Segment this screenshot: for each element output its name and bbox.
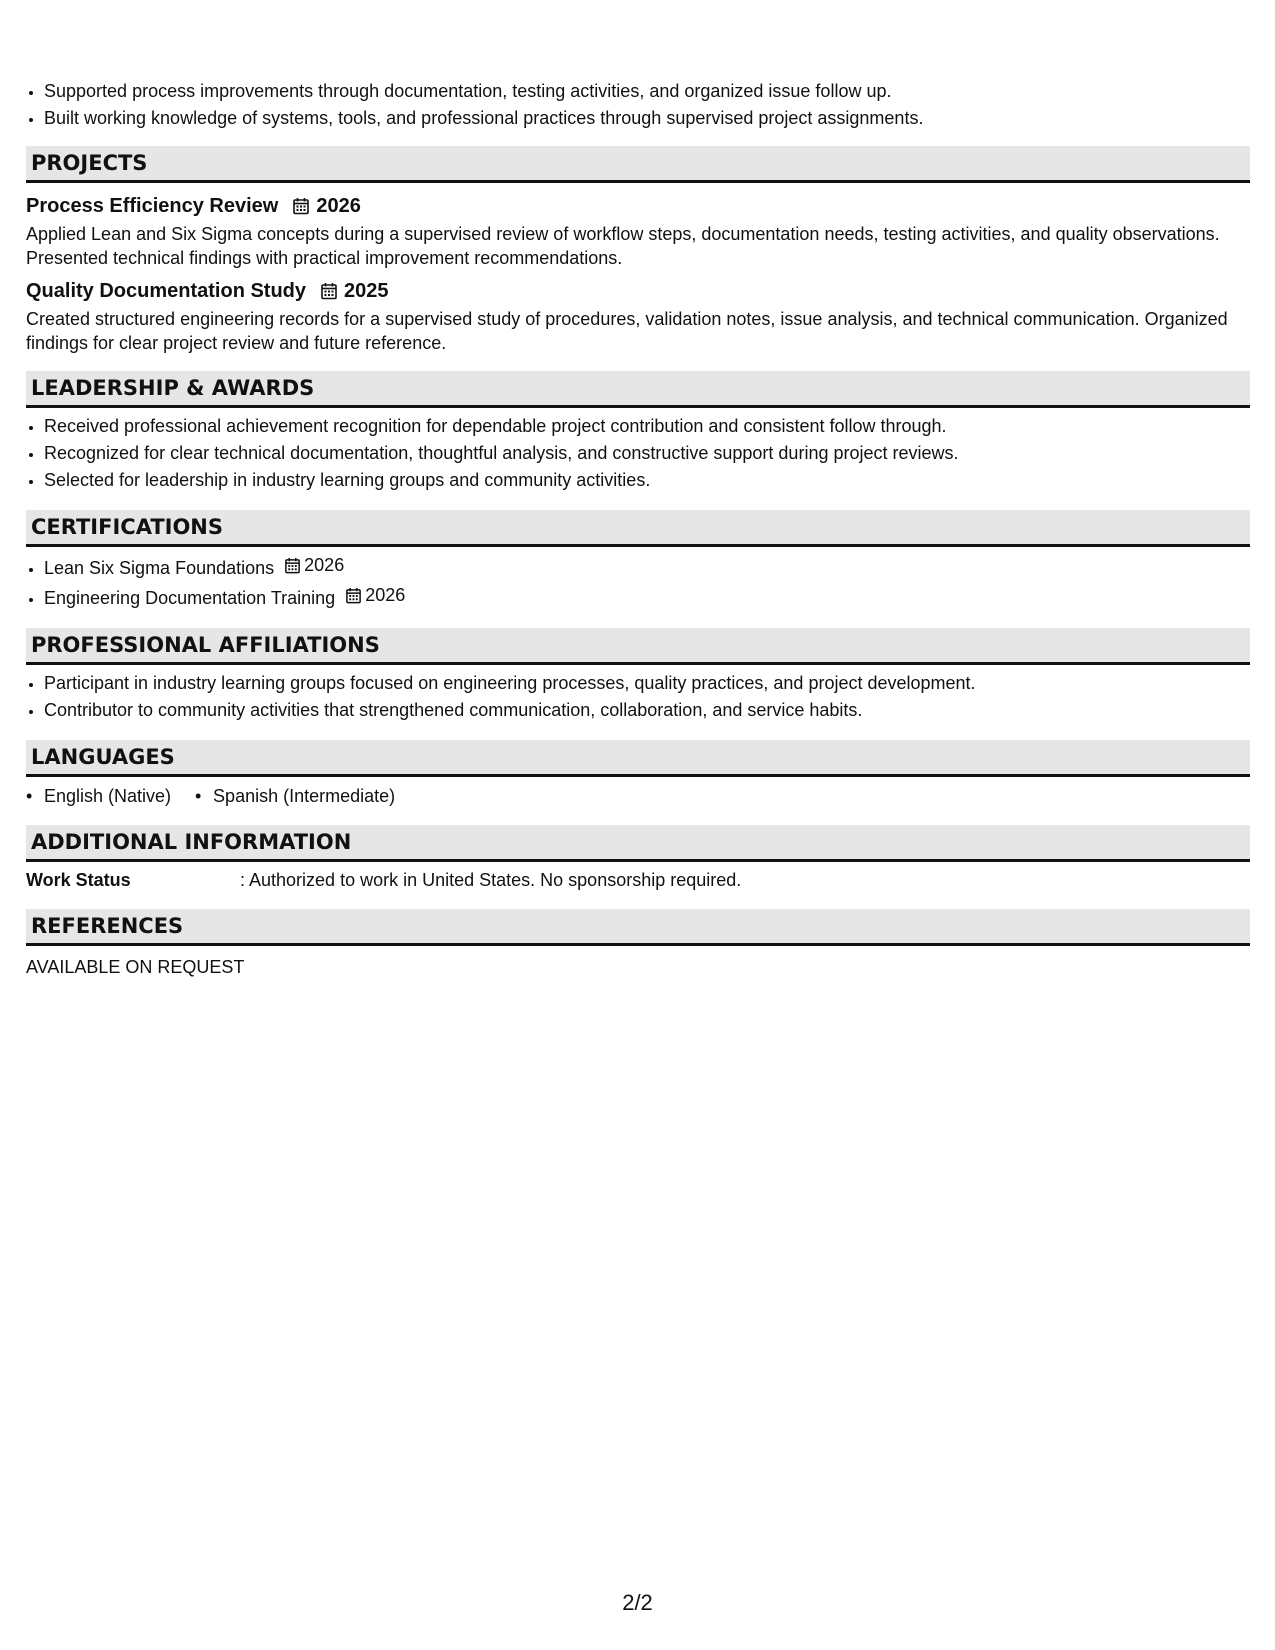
section-header [26, 371, 1250, 408]
list-item [44, 582, 1250, 612]
list-item: • Recognized for clear technical documentation, thoughtful analysis, and constructive support during project reviews. [44, 440, 1250, 467]
list-item: • Participant in industry learning groups focused on engineering processes, quality practices, and project development. [44, 670, 1250, 697]
experience-continued-list [26, 78, 1250, 132]
leadership-list [26, 413, 1250, 494]
section-header [26, 510, 1250, 547]
page-number: 2/2 [622, 1590, 653, 1615]
list-item: • Spanish (Intermediate) [195, 783, 395, 809]
section-header [26, 740, 1250, 777]
calendar-icon [292, 197, 310, 215]
project-year: 2025 [344, 280, 389, 302]
project-name: Process Efficiency Review [26, 195, 279, 217]
list-item: • Selected for leadership in industry learning groups and community activities. [44, 467, 1250, 494]
project-name: Quality Documentation Study [26, 280, 307, 302]
certification-year: 2026 [365, 585, 406, 605]
languages-list [26, 783, 1250, 809]
section-body [26, 946, 1250, 980]
section-title: ADDITIONAL INFORMATION [31, 830, 352, 854]
resume-page [26, 0, 1250, 980]
additional-info-section [26, 825, 1250, 893]
section-title: PROFESSIONAL AFFILIATIONS [31, 633, 380, 657]
certification-name: Engineering Documentation Training [44, 588, 336, 608]
section-body [26, 862, 1250, 893]
section-header [26, 628, 1250, 665]
section-title: LANGUAGES [31, 745, 175, 769]
project-heading [26, 278, 1250, 304]
info-value: : Authorized to work in United States. No sponsorship required. [240, 870, 742, 890]
info-label: Work Status [26, 870, 131, 890]
list-item: • English (Native) [26, 783, 171, 809]
certifications-list [26, 552, 1250, 612]
project-description: Applied Lean and Six Sigma concepts during a supervised review of workflow steps, documentation needs, testing activities, and quality observations. Presented technical findings with practical improvement recommendations. [26, 224, 1220, 268]
project-year: 2026 [316, 195, 361, 217]
section-body [26, 183, 1250, 355]
calendar-icon [284, 557, 301, 574]
affiliations-list [26, 670, 1250, 724]
section-header [26, 146, 1250, 183]
languages-section [26, 740, 1250, 809]
certification-name: Lean Six Sigma Foundations [44, 558, 275, 578]
project-description: Created structured engineering records for a supervised study of procedures, validation notes, issue analysis, and technical communication. Organized findings for clear project review and future reference. [26, 309, 1228, 353]
list-item: • Built working knowledge of systems, tools, and professional practices through supervised project assignments. [44, 105, 1250, 132]
certification-year: 2026 [304, 555, 345, 575]
section-title: PROJECTS [31, 151, 148, 175]
section-body [26, 547, 1250, 612]
list-item: • Supported process improvements through documentation, testing activities, and organized issue follow up. [44, 78, 1250, 105]
section-body [26, 777, 1250, 809]
leadership-section [26, 371, 1250, 494]
references-section [26, 909, 1250, 980]
references-text: AVAILABLE ON REQUEST [26, 957, 245, 977]
section-title: REFERENCES [31, 914, 184, 938]
info-row [26, 867, 1250, 893]
affiliations-section [26, 628, 1250, 724]
section-header [26, 909, 1250, 946]
list-item: • Received professional achievement recognition for dependable project contribution and consistent follow through. [44, 413, 1250, 440]
section-title: LEADERSHIP & AWARDS [31, 376, 315, 400]
calendar-icon [345, 587, 362, 604]
section-title: CERTIFICATIONS [31, 515, 224, 539]
projects-section [26, 146, 1250, 355]
project-heading [26, 193, 1250, 219]
section-body [26, 665, 1250, 724]
list-item [44, 552, 1250, 582]
list-item: • Contributor to community activities that strengthened communication, collaboration, and service habits. [44, 697, 1250, 724]
certifications-section [26, 510, 1250, 612]
section-body [26, 408, 1250, 494]
calendar-icon [320, 282, 338, 300]
section-header [26, 825, 1250, 862]
